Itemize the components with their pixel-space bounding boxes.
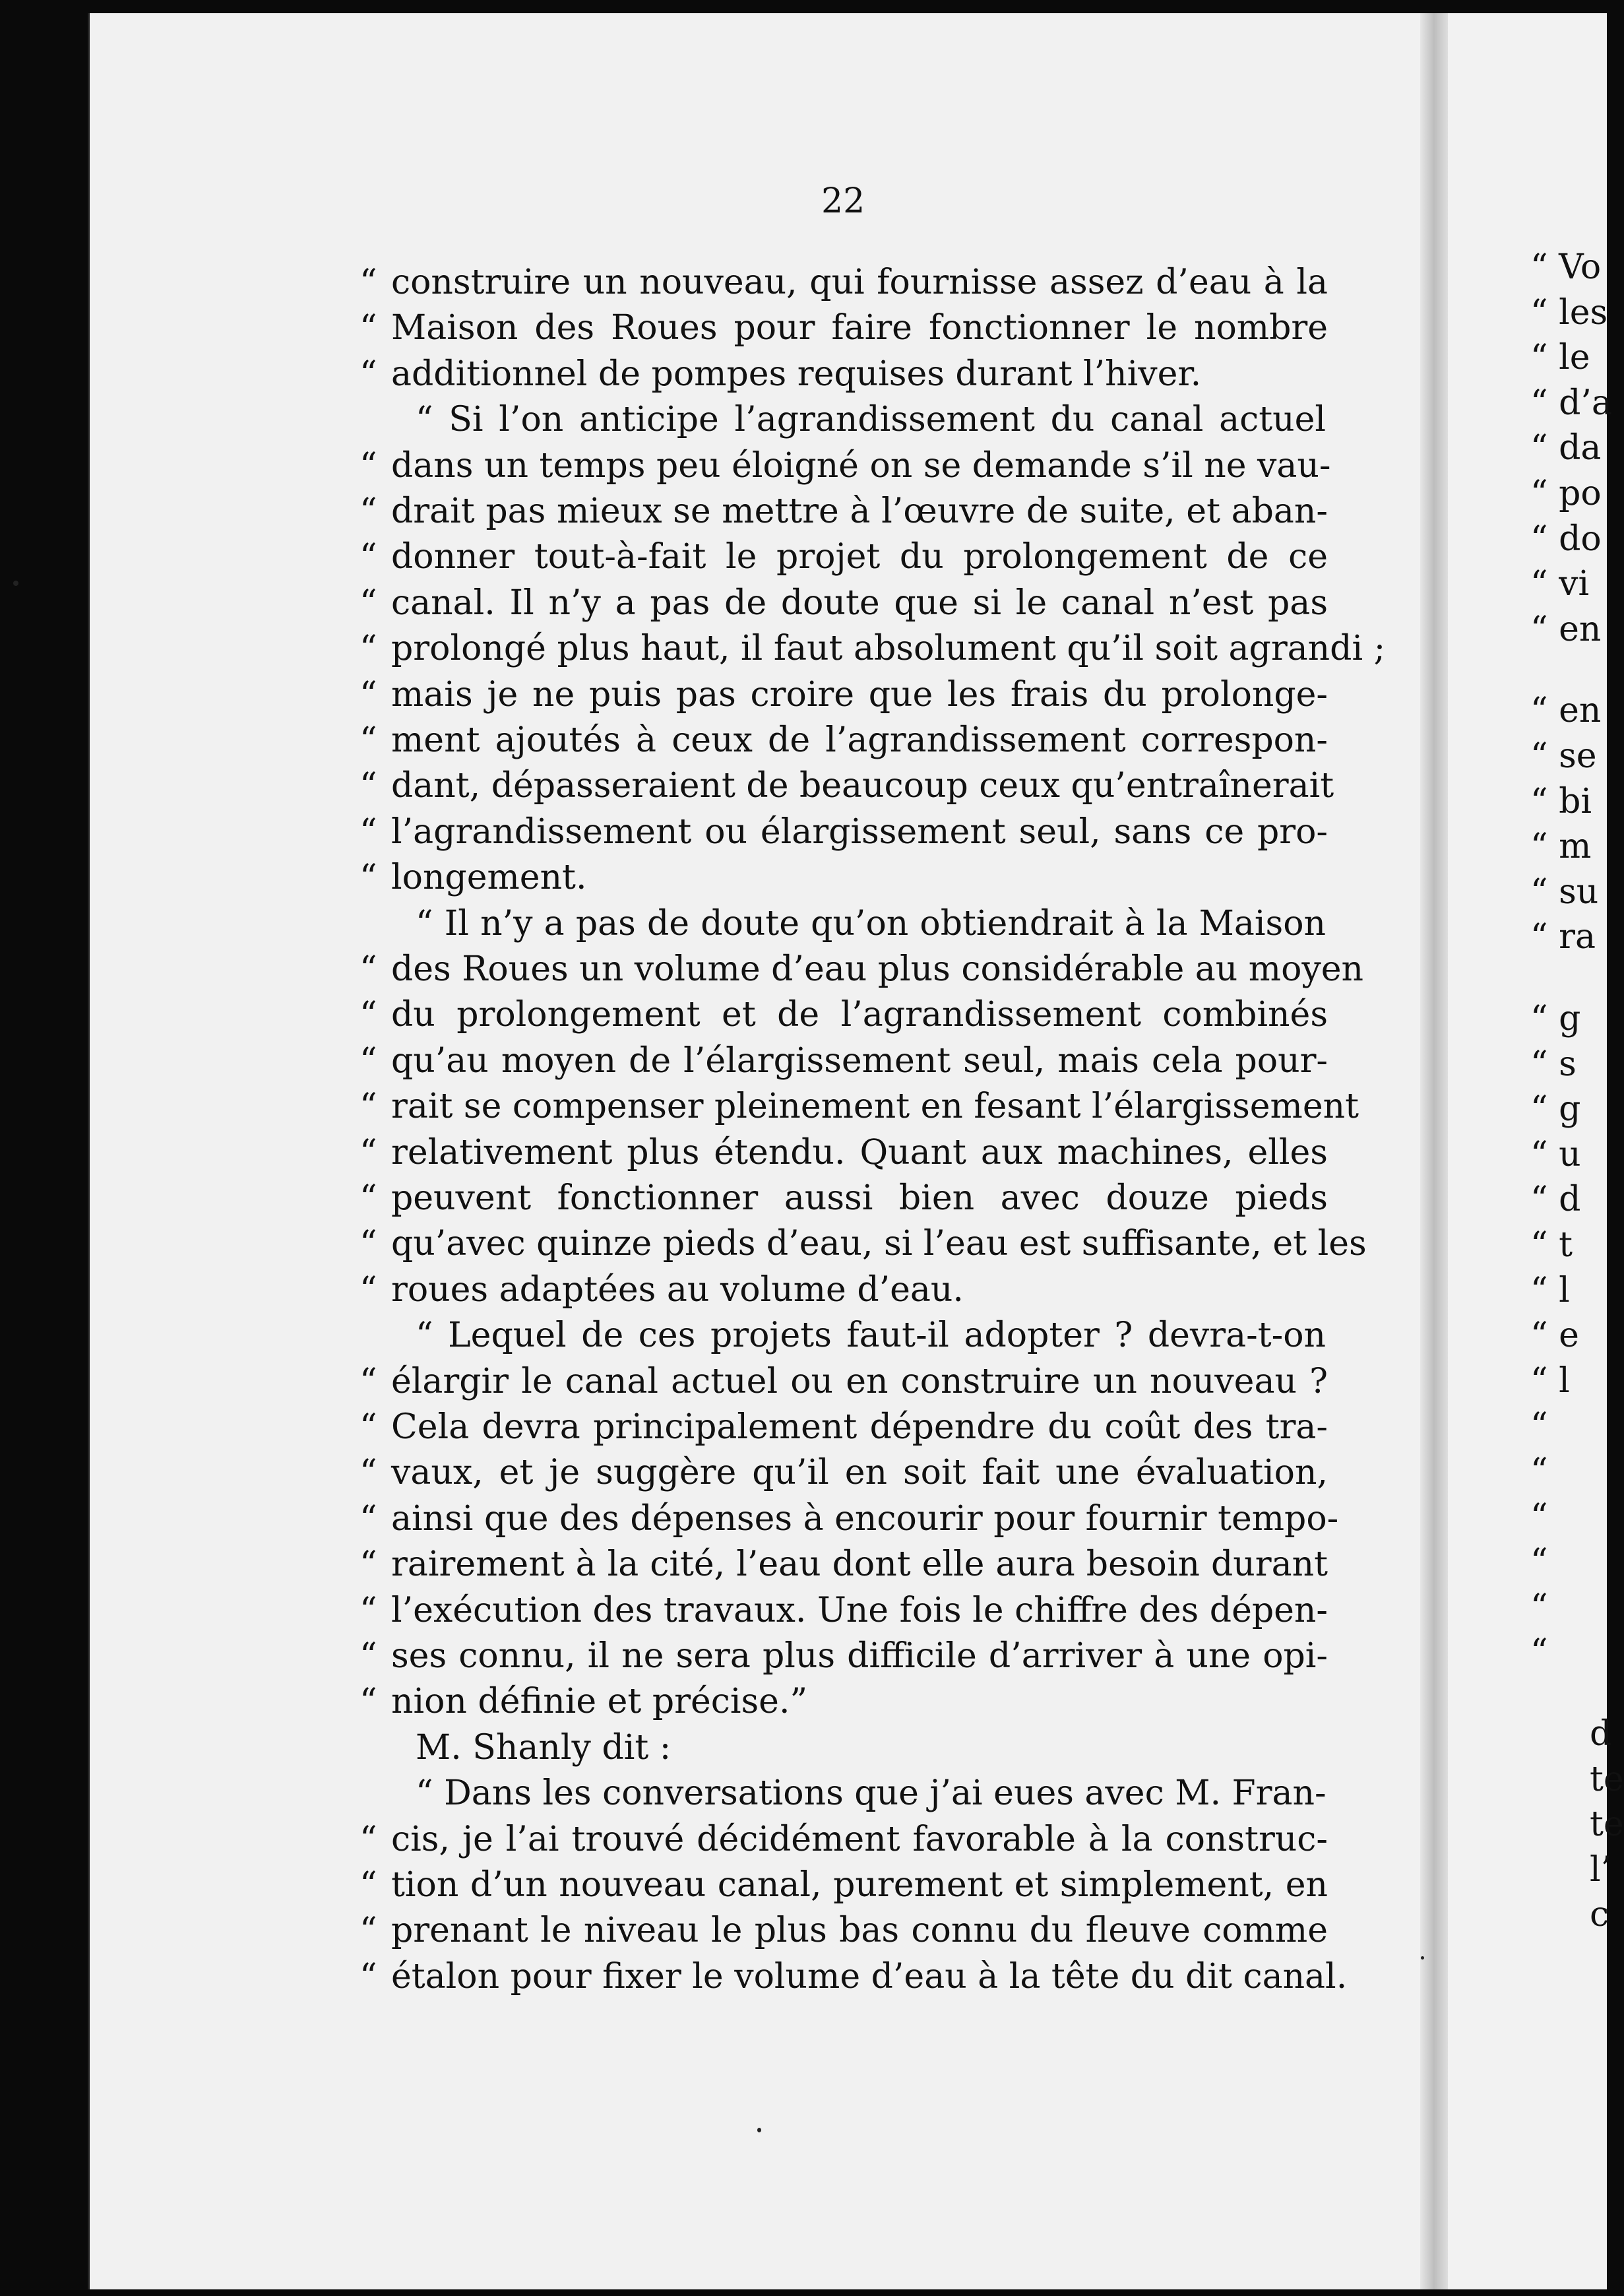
line-text: donner tout-à-fait le projet du prolongement de ce	[391, 537, 1328, 577]
line-text: qu’au moyen de l’élargissement seul, mais cela pour-	[391, 1040, 1328, 1081]
line-text: “ Dans les conversations que j’ai eues avec M. Fran-	[416, 1773, 1327, 1814]
line-text: M. Shanly dit :	[416, 1727, 671, 1768]
line-text: roues adaptées au volume d’eau.	[391, 1269, 964, 1310]
right-page-fragment: “ po	[1530, 474, 1602, 513]
right-page-fragment: “ d’a	[1530, 383, 1612, 423]
text-line	[359, 1591, 1328, 1630]
text-line	[359, 537, 1328, 577]
right-page-fragment: “ s	[1530, 1044, 1577, 1084]
text-line	[359, 629, 1386, 669]
quote-mark: “	[359, 583, 377, 623]
right-page-fragment: te	[1590, 1804, 1624, 1845]
text-line	[359, 583, 1328, 623]
line-text: “ Lequel de ces projets faut-il adopter ? devra-t-on	[416, 1316, 1326, 1356]
text-line	[359, 1133, 1328, 1172]
line-text: vaux, et je suggère qu’il en soit fait une évaluation,	[391, 1453, 1328, 1493]
quote-mark: “	[359, 1087, 377, 1127]
text-line	[359, 1911, 1328, 1950]
quote-mark: “	[359, 492, 377, 531]
line-text: mais je ne puis pas croire que les frais du prolonge-	[391, 674, 1328, 715]
quote-mark: “	[359, 1040, 377, 1081]
quote-mark: “	[359, 1224, 377, 1264]
right-page-fragment: “ l	[1530, 1360, 1570, 1401]
line-text: étalon pour fixer le volume d’eau à la tête du dit canal.	[391, 1956, 1348, 1996]
text-line	[359, 1407, 1328, 1447]
text-line	[359, 1865, 1328, 1905]
right-page-fragment: “ do	[1530, 519, 1602, 559]
text-line	[359, 1270, 1328, 1310]
right-page-fragment: “ vi	[1530, 564, 1590, 604]
text-line	[359, 858, 1328, 897]
quote-mark: “	[359, 1545, 377, 1585]
right-page-fragment: “ le	[1530, 338, 1590, 378]
line-text: ment ajoutés à ceux de l’agrandissement correspon-	[391, 720, 1328, 760]
quote-mark: “	[359, 1819, 377, 1859]
right-page-fragment: “ t	[1530, 1225, 1573, 1265]
quote-mark: “	[359, 949, 377, 989]
text-line	[359, 1545, 1328, 1584]
text-line	[416, 400, 1326, 439]
text-line	[359, 812, 1328, 852]
quote-mark: “	[359, 354, 377, 394]
line-text: dant, dépasseraient de beaucoup ceux qu’entraînerait	[391, 766, 1334, 806]
line-text: canal. Il n’y a pas de doute que si le canal n’est pas	[391, 583, 1328, 623]
line-text: rairement à la cité, l’eau dont elle aura besoin durant	[391, 1545, 1328, 1585]
quote-mark: “	[359, 308, 377, 348]
line-text: peuvent fonctionner aussi bien avec douze pieds	[391, 1178, 1328, 1218]
quote-mark: “	[359, 629, 377, 669]
quote-mark: “	[359, 1911, 377, 1951]
text-line	[359, 1636, 1328, 1676]
text-line	[359, 766, 1334, 806]
quote-mark: “	[359, 674, 377, 715]
text-line	[416, 1773, 1326, 1813]
quote-mark: “	[359, 766, 377, 806]
text-line	[359, 1362, 1328, 1401]
text-line	[359, 492, 1328, 531]
ink-speck	[1421, 1956, 1424, 1960]
line-text: “ Il n’y a pas de doute qu’on obtiendrait à la Maison	[416, 903, 1326, 943]
right-page-fragment: “ su	[1530, 872, 1599, 912]
line-text: drait pas mieux se mettre à l’œuvre de suite, et aban-	[391, 492, 1328, 531]
text-line	[359, 263, 1328, 302]
right-page-fragment: “ en	[1530, 609, 1602, 649]
page-number: 22	[821, 181, 865, 221]
text-line	[359, 995, 1328, 1035]
text-line	[359, 949, 1364, 989]
text-line	[359, 1178, 1328, 1218]
text-line	[359, 1041, 1328, 1081]
text-line	[359, 720, 1328, 760]
line-text: nion définie et précise.”	[391, 1682, 808, 1722]
right-page-fragment: “ e	[1530, 1316, 1579, 1356]
quote-mark: “	[359, 1865, 377, 1905]
text-line	[416, 904, 1326, 943]
text-line	[359, 1224, 1367, 1264]
right-page-fragment: “	[1530, 1632, 1548, 1673]
quote-mark: “	[359, 1132, 377, 1172]
right-page-fragment: d	[1590, 1714, 1612, 1754]
line-text: qu’avec quinze pieds d’eau, si l’eau est suffisante, et les	[391, 1224, 1367, 1264]
right-page-fragment: “ m	[1530, 827, 1592, 867]
right-page-fragment: “ les	[1530, 292, 1608, 333]
text-line	[359, 1453, 1328, 1492]
line-text: prenant le niveau le plus bas connu du fleuve comme	[391, 1911, 1328, 1951]
quote-mark: “	[359, 1956, 377, 1996]
line-text: dans un temps peu éloigné on se demande s’il ne vau-	[391, 445, 1331, 486]
line-text: prolongé plus haut, il faut absolument qu’il soit agrandi ;	[391, 629, 1386, 669]
quote-mark: “	[359, 812, 377, 852]
text-line	[359, 1498, 1339, 1539]
text-line	[359, 445, 1331, 486]
right-page-fragment: “ bi	[1530, 781, 1592, 821]
right-page-fragment: “ se	[1530, 736, 1597, 776]
line-text: construire un nouveau, qui fournisse assez d’eau à la	[391, 263, 1328, 302]
right-page-fragment: “ g	[1530, 1089, 1581, 1130]
text-line	[416, 1728, 1326, 1768]
text-line	[359, 1820, 1328, 1859]
line-text: relativement plus étendu. Quant aux machines, elles	[391, 1132, 1328, 1172]
right-page-fragment: “	[1530, 1406, 1548, 1446]
right-page-fragment: “	[1530, 1542, 1548, 1582]
text-line	[359, 1087, 1359, 1127]
line-text: Cela devra principalement dépendre du coût des tra-	[391, 1407, 1328, 1447]
right-page-fragment: l’	[1590, 1849, 1612, 1890]
quote-mark: “	[359, 1269, 377, 1310]
quote-mark: “	[359, 1682, 377, 1722]
right-page-fragment: “	[1530, 1587, 1548, 1627]
quote-mark: “	[359, 1178, 377, 1218]
text-line	[359, 308, 1328, 348]
quote-mark: “	[359, 1590, 377, 1630]
right-page-fragment: “	[1530, 1451, 1548, 1491]
quote-mark: “	[359, 263, 377, 302]
quote-mark: “	[359, 995, 377, 1035]
quote-mark: “	[359, 1361, 377, 1401]
line-text: ses connu, il ne sera plus difficile d’arriver à une opi-	[391, 1636, 1328, 1676]
line-text: cis, je l’ai trouvé décidément favorable à la construc-	[391, 1819, 1328, 1859]
right-page	[1448, 13, 1624, 2289]
right-page-fragment: te	[1590, 1759, 1624, 1799]
quote-mark: “	[359, 1407, 377, 1447]
ink-speck	[757, 2128, 761, 2132]
right-page-fragment: “ d	[1530, 1180, 1581, 1220]
line-text: des Roues un volume d’eau plus considérable au moyen	[391, 949, 1364, 989]
line-text: élargir le canal actuel ou en construire un nouveau ?	[391, 1361, 1328, 1401]
line-text: l’exécution des travaux. Une fois le chiffre des dépen-	[391, 1590, 1328, 1630]
quote-mark: “	[359, 1636, 377, 1676]
quote-mark: “	[359, 1498, 377, 1539]
right-page-fragment: “ da	[1530, 428, 1602, 468]
line-text: Maison des Roues pour faire fonctionner le nombre	[391, 308, 1328, 348]
text-line	[359, 675, 1328, 715]
text-line	[359, 1682, 1328, 1721]
text-line	[359, 1956, 1348, 1996]
right-page-fragment: “ g	[1530, 999, 1581, 1038]
quote-mark: “	[359, 445, 377, 486]
line-text: “ Si l’on anticipe l’agrandissement du canal actuel	[416, 400, 1326, 440]
quote-mark: “	[359, 858, 377, 898]
line-text: longement.	[391, 858, 587, 898]
right-page-fragment: “	[1530, 1496, 1548, 1537]
right-page-fragment: “ Vo	[1530, 247, 1602, 287]
line-text: du prolongement et de l’agrandissement combinés	[391, 995, 1328, 1035]
quote-mark: “	[359, 720, 377, 760]
line-text: ainsi que des dépenses à encourir pour fournir tempo-	[391, 1498, 1339, 1539]
text-line	[416, 1316, 1326, 1355]
right-page-fragment: “ ra	[1530, 917, 1596, 957]
quote-mark: “	[359, 1453, 377, 1493]
right-page-fragment: “ en	[1530, 691, 1602, 731]
ink-speck	[13, 581, 18, 586]
right-page-fragment: c	[1590, 1895, 1609, 1935]
line-text: rait se compenser pleinement en fesant l’élargissement	[391, 1087, 1359, 1127]
right-page-fragment: “ l	[1530, 1270, 1570, 1310]
line-text: additionnel de pompes requises durant l’hiver.	[391, 354, 1202, 394]
line-text: tion d’un nouveau canal, purement et simplement, en	[391, 1865, 1328, 1905]
quote-mark: “	[359, 537, 377, 577]
line-text: l’agrandissement ou élargissement seul, sans ce pro-	[391, 812, 1328, 852]
book-gutter	[1420, 13, 1448, 2289]
text-line	[359, 354, 1328, 394]
right-page-fragment: “ u	[1530, 1134, 1581, 1174]
